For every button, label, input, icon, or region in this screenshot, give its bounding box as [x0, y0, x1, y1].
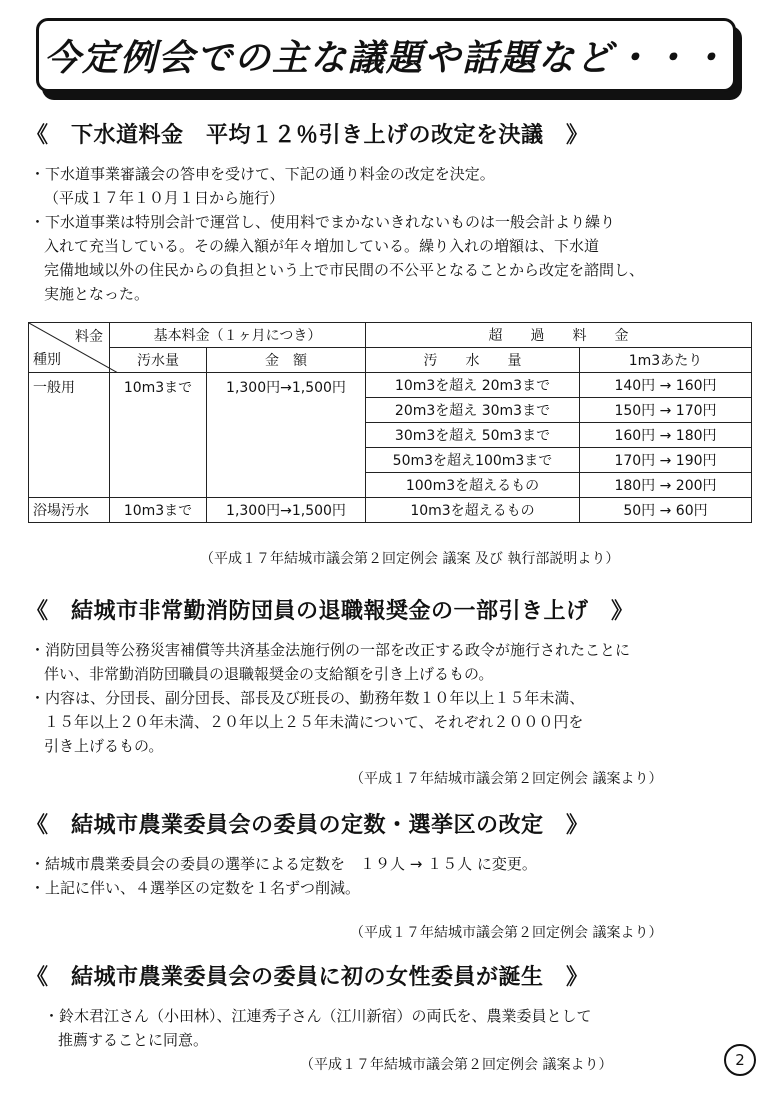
source-note: （平成１７年結城市議会第２回定例会 議案より）	[350, 925, 663, 941]
row-excess-rate: 180円 → 200円	[580, 473, 752, 498]
row-basic-amount: 1,300円→1,500円	[207, 498, 366, 523]
corner-label-type: 種別	[33, 352, 61, 368]
section-heading-firefighter: 《 結城市非常勤消防団員の退職報奨金の一部引き上げ 》	[26, 599, 634, 624]
section-body-agri-women	[44, 1004, 592, 1052]
row-excess-rate: 50円 → 60円	[580, 498, 752, 523]
row-basic-volume: 10m3まで	[110, 498, 207, 523]
section-heading-agri-quota: 《 結城市農業委員会の委員の定数・選挙区の改定 》	[26, 813, 589, 838]
subheader-amount: 金 額	[207, 348, 366, 373]
body-line: 実施となった。	[44, 285, 150, 303]
section-body-firefighter	[30, 638, 630, 758]
row-excess-volume: 20m3を超え 30m3まで	[366, 398, 580, 423]
subheader-volume: 汚水量	[110, 348, 207, 373]
row-excess-volume: 30m3を超え 50m3まで	[366, 423, 580, 448]
table-row	[29, 373, 752, 398]
section-body-sewer	[30, 162, 644, 306]
row-excess-rate: 160円 → 180円	[580, 423, 752, 448]
subheader-excess-volume: 汚 水 量	[366, 348, 580, 373]
body-line: ・消防団員等公務災害補償等共済基金法施行例の一部を改正する政令が施行されたことに	[30, 641, 631, 659]
row-basic-amount: 1,300円→1,500円	[207, 373, 366, 498]
body-line: ・下水道事業審議会の答申を受けて、下記の通り料金の改定を決定。	[30, 165, 495, 183]
subheader-per-m3: 1m3あたり	[580, 348, 752, 373]
body-line: 完備地域以外の住民からの負担という上で市民間の不公平となることから改定を諮問し、	[44, 261, 645, 279]
sewer-fee-table	[28, 322, 752, 523]
body-line: ・下水道事業は特別会計で運営し、使用料でまかないきれないものは一般会計より繰り	[30, 213, 616, 231]
body-line: （平成１７年１０月１日から施行）	[44, 189, 285, 207]
body-line: ・内容は、分団長、副分団長、部長及び班長の、勤務年数１０年以上１５年未満、	[30, 689, 585, 707]
body-line: 引き上げるもの。	[44, 737, 164, 755]
body-line: ・鈴木君江さん（小田林）、江連秀子さん（江川新宿）の両氏を、農業委員として	[44, 1007, 592, 1025]
row-excess-rate: 170円 → 190円	[580, 448, 752, 473]
header-basic-fee: 基本料金（１ヶ月につき）	[110, 323, 366, 348]
body-line: 入れて充当している。その繰入額が年々増加している。繰り入れの増額は、下水道	[44, 237, 600, 255]
row-excess-rate: 150円 → 170円	[580, 398, 752, 423]
title-box-frame	[36, 18, 736, 92]
section-heading-sewer: 《 下水道料金 平均１２％引き上げの改定を決議 》	[26, 123, 589, 148]
row-excess-volume: 10m3を超えるもの	[366, 498, 580, 523]
page-title: 今定例会での主な議題や話題など・・・	[43, 37, 728, 79]
body-line: ・結城市農業委員会の委員の選挙による定数を １９人 → １５人 に変更。	[30, 855, 537, 873]
body-line: 伴い、非常勤消防団職員の退職報奨金の支給額を引き上げるもの。	[44, 665, 494, 683]
row-excess-volume: 100m3を超えるもの	[366, 473, 580, 498]
corner-label-fee: 料金	[75, 329, 103, 345]
body-line: 推薦することに同意。	[58, 1031, 209, 1049]
section-body-agri-quota	[30, 852, 537, 900]
section-heading-agri-women: 《 結城市農業委員会の委員に初の女性委員が誕生 》	[26, 965, 589, 990]
source-note: （平成１７年結城市議会第２回定例会 議案より）	[350, 771, 663, 787]
row-excess-volume: 50m3を超え100m3まで	[366, 448, 580, 473]
source-note: （平成１７年結城市議会第２回定例会 議案 及び 執行部説明より）	[200, 551, 620, 567]
row-excess-volume: 10m3を超え 20m3まで	[366, 373, 580, 398]
page-number: 2	[724, 1044, 756, 1076]
row-type: 浴場汚水	[29, 498, 110, 523]
body-line: ・上記に伴い、４選挙区の定数を１名ずつ削減。	[30, 879, 361, 897]
row-type: 一般用	[29, 373, 110, 498]
table-row	[29, 498, 752, 523]
row-excess-rate: 140円 → 160円	[580, 373, 752, 398]
title-box	[36, 18, 736, 92]
source-note: （平成１７年結城市議会第２回定例会 議案より）	[300, 1057, 613, 1073]
table-corner-cell	[29, 323, 110, 373]
header-excess-fee: 超 過 料 金	[366, 323, 752, 348]
body-line: １５年以上２０年未満、２０年以上２５年未満について、それぞれ２０００円を	[44, 713, 584, 731]
row-basic-volume: 10m3まで	[110, 373, 207, 498]
